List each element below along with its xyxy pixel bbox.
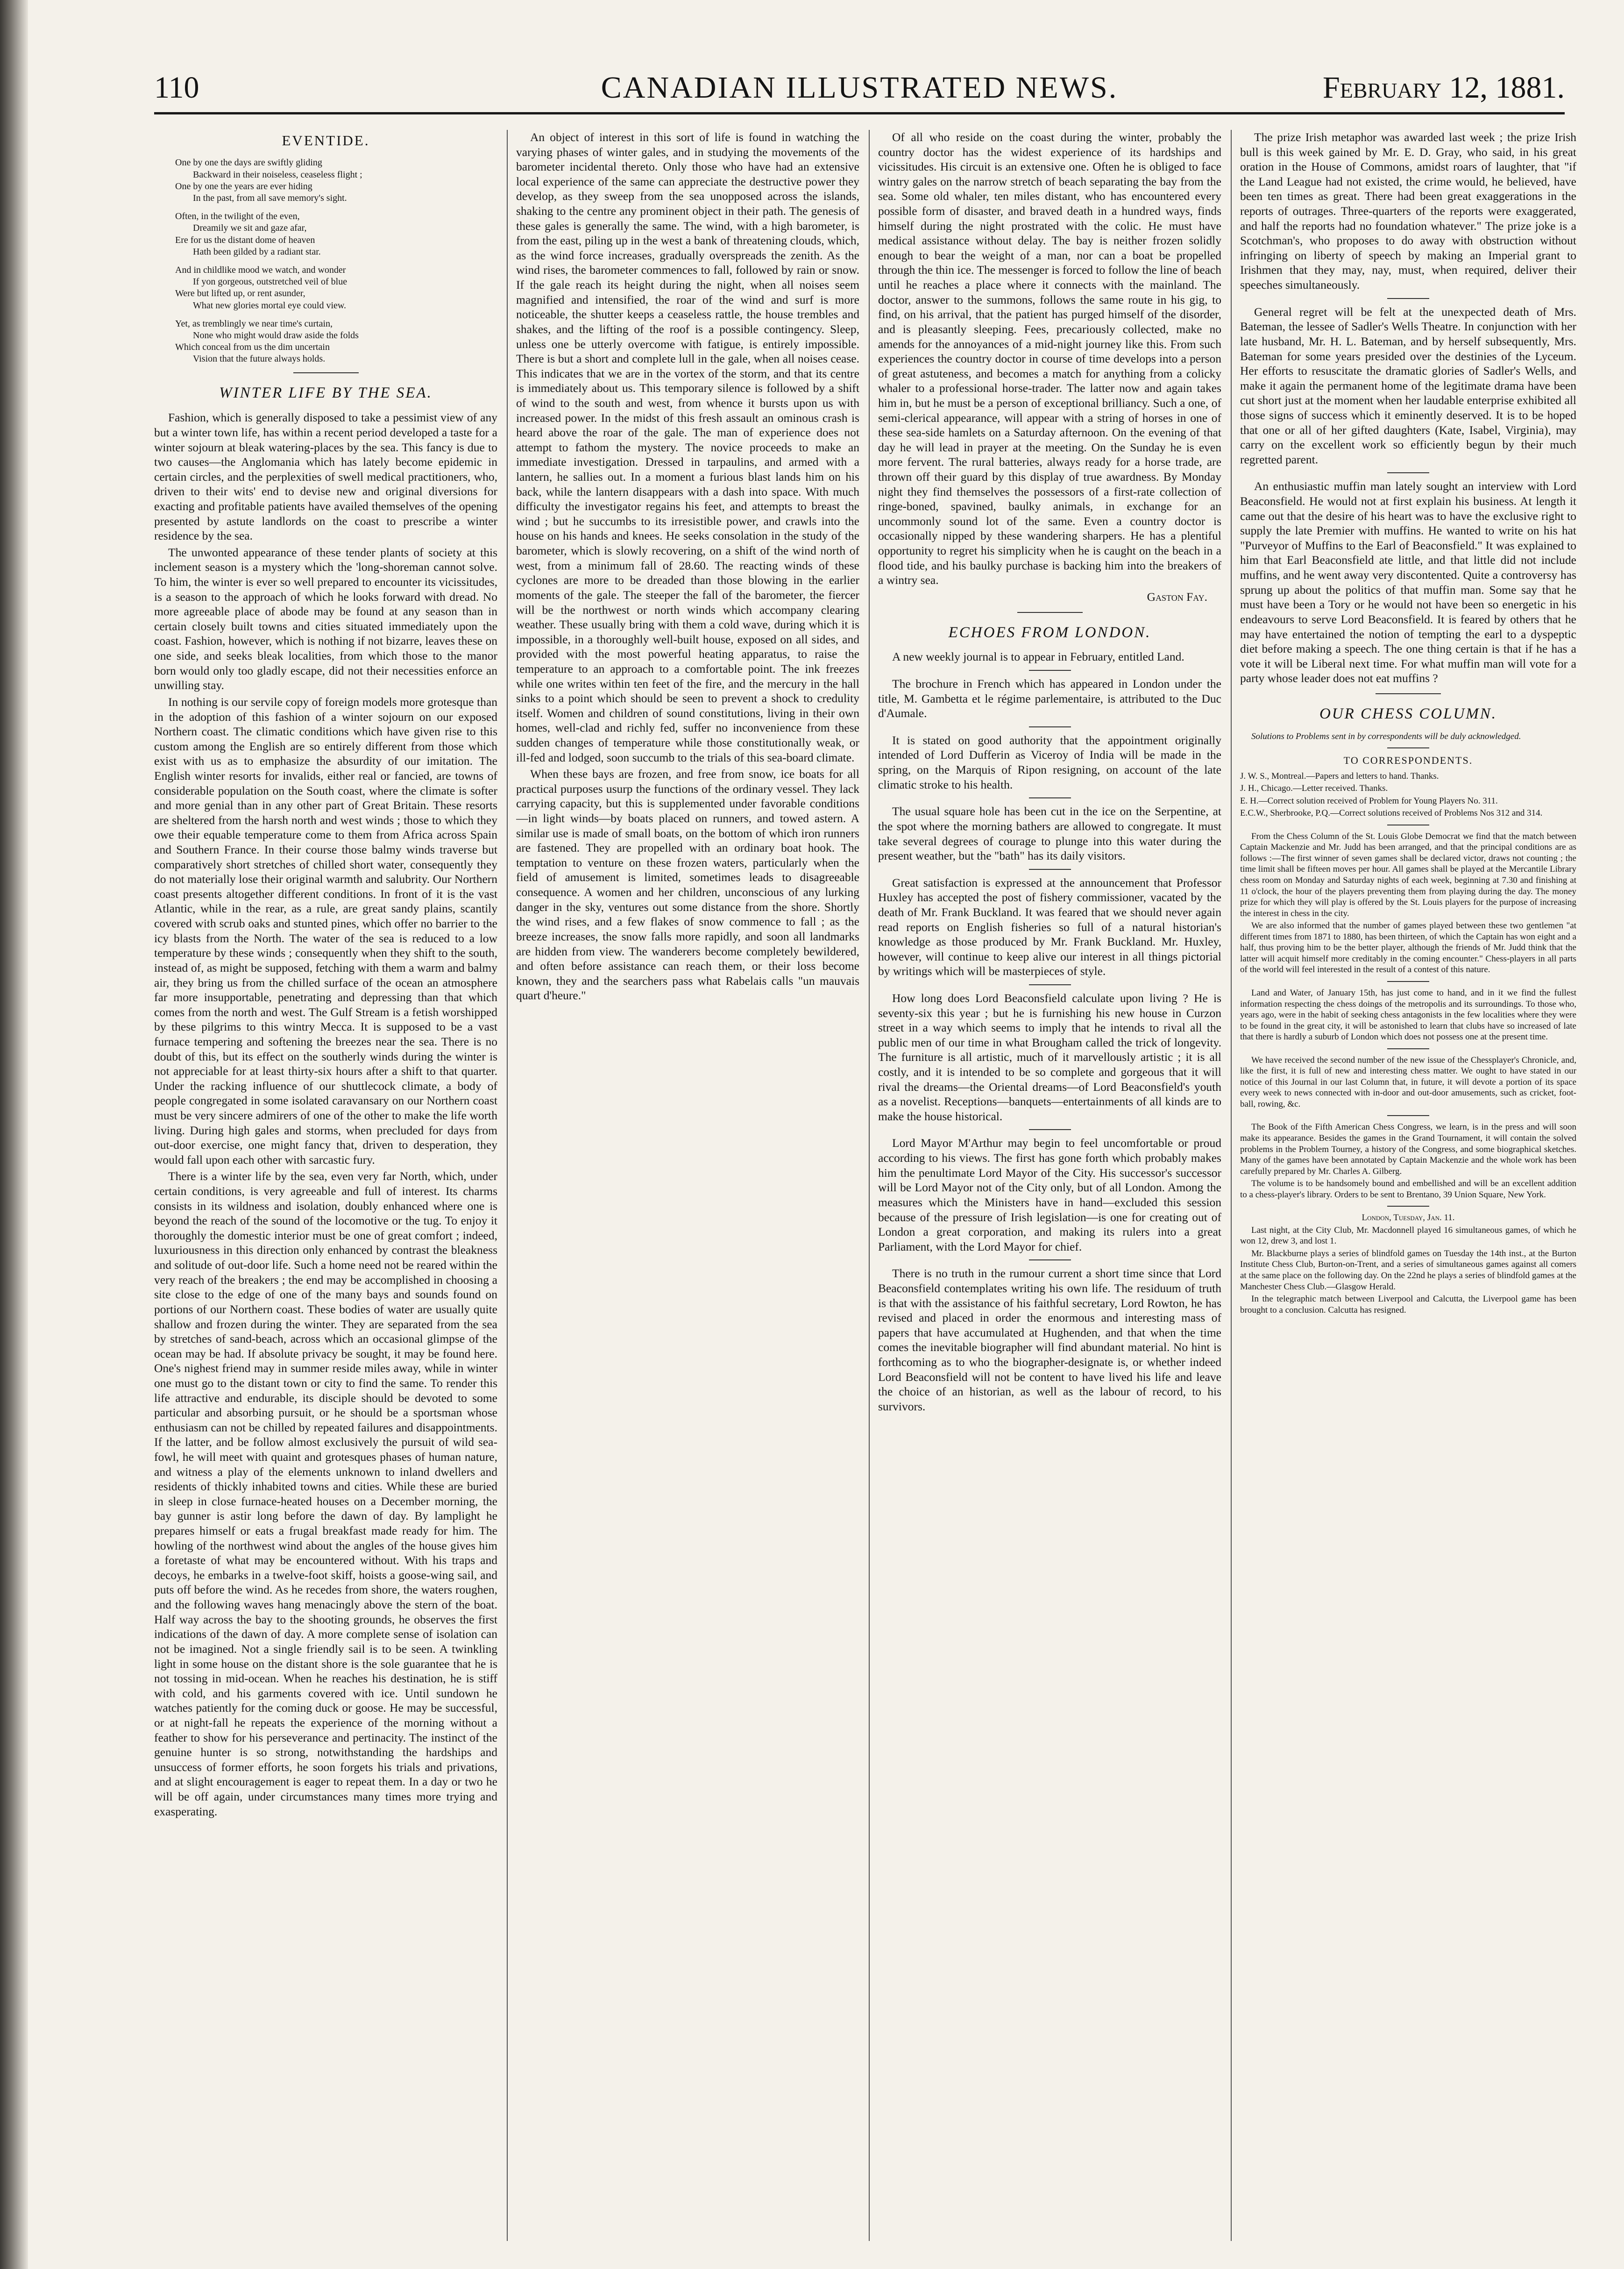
news-item: How long does Lord Beaconsfield calculate upon living ? He is seventy-six this year ; but he is furnishing his new house in Curzon street in a way which seems to imply that he intends to rival all the public men of our time in what Brougham called the trick of longevity. The furniture is all artistic, much of it marvellously artistic ; it is all costly, and it is intended to be so complete and gorgeous that it will rival the dreams—the Oriental dreams—of Lord Beaconsfield's youth as a novelist. Receptions—banquets—entertainments of all kinds are to make the house historical. [878, 991, 1221, 1123]
chess-paragraph: We have received the second number of the new issue of the Chessplayer's Chronicle, and, like the first, it is full of new and interesting chess matter. We ought to have stated in our notice of this Journal in our last Column that, in future, it will devote a portion of its space every week to news connected with in-door and out-door amusements, such as cricket, foot-ball, rowing, &c. [1240, 1055, 1576, 1109]
correspondent-entry: E.C.W., Sherbrooke, P.Q.—Correct solutions received of Problems Nos 312 and 314. [1240, 808, 1543, 818]
newspaper-title: CANADIAN ILLUSTRATED NEWS. [601, 71, 1118, 105]
chess-column [1240, 731, 1576, 1316]
poem-line: Were but lifted up, or rent asunder, [175, 288, 305, 299]
poem-line: Backward in their noiseless, ceaseless flight ; [193, 169, 362, 180]
article-paragraph: In nothing is our servile copy of foreign models more grotesque than in the adoption of this fashion of a winter sojourn on our exposed Northern coast. The climatic conditions which have given rise to this custom among the English are so entirely different from those which exist with us as to emphasize the absurdity of our imitation. The English winter resorts for invalids, either real or fancied, are towns of considerable population on the South coast, where the climate is softer and more genial than in any other part of Great Britain. These resorts are sheltered from the harsh north and west winds ; those to which they owe their equable temperature come to them from Africa across Spain and Southern France. In their course those balmy winds traverse but comparatively short stretches of chilled short water, consequently they do not materially lose their original warmth and salubrity. Our Northern coast presents altogether different conditions. In front of it is the vast Atlantic, while in the rear, as a rule, are great sandy plains, scantily covered with scrub oaks and stunted pines, which offer no barrier to the icy blasts from the North. The water of the sea is reduced to a low temperature by these winds ; consequently when they shift to the south, instead of, as might be supposed, fetching with them a warm and balmy air, they bring us from the chilled surface of the ocean an atmosphere far more insupportable, penetrating and depressing than that which comes from the north and west. The Gulf Stream is a fetish worshipped by these pilgrims to this wintry Mecca. It is supposed to be a vast furnace tempering and softening the breezes near the sea. There is no doubt of this, but its effect on the southerly winds during the winter is not appreciable for at least thirty-six hours after a shift to that quarter. Under the racking influence of our shuttlecock climate, a body of people congregated in some isolated caravansary on our Northern coast must be very sincere admirers of one of the other to make the life worth living. During high gales and storms, when precluded for days from out-door exercise, one might fancy that, driven to desperation, they would fall upon each other with sarcastic fury. [154, 695, 497, 1167]
column-2 [516, 130, 859, 2241]
column-3 [878, 130, 1221, 2241]
poem-line: Which conceal from us the dim uncertain [175, 342, 330, 353]
chess-notice: Solutions to Problems sent in by correspondents will be duly acknowledged. [1251, 731, 1521, 741]
item-divider [1387, 472, 1429, 473]
poem-line: One by one the years are ever hiding [175, 181, 312, 192]
chess-paragraph: From the Chess Column of the St. Louis Globe Democrat we find that the match between Captain Mackenzie and Mr. Judd has been arranged, and that the principal conditions are as follows :—The first winner of seven games shall be declared victor, draws not counting ; the time limit shall be fifteen moves per hour. All games shall be played at the Mercantile Library chess room on Monday and Saturday nights of each week, beginning at 7.30 and finishing at 11 o'clock, the hour of the players preventing them from playing during the day. The money prize for which they will play is offered by the St. Louis players for the purpose of increasing the interest in chess in the city. [1240, 831, 1576, 918]
poem-line: Ere for us the distant dome of heaven [175, 235, 315, 245]
item-divider [1029, 869, 1071, 870]
item-divider [1029, 1259, 1071, 1260]
poem-line: One by one the days are swiftly gliding [175, 157, 322, 168]
correspondent-entry: J. W. S., Montreal.—Papers and letters to hand. Thanks. [1240, 771, 1439, 781]
item-divider [1029, 797, 1071, 798]
news-item: It is stated on good authority that the appointment originally intended of Lord Dufferin as Viceroy of India will be made in the spring, on the Marquis of Ripon resigning, on account of the late climatic stroke to his health. [878, 733, 1221, 791]
item-divider [1387, 981, 1429, 982]
poem-line: If yon gorgeous, outstretched veil of blue [193, 277, 347, 287]
poem-line: None who might would draw aside the folds [193, 330, 359, 341]
column-divider [507, 130, 508, 2241]
section-divider [293, 372, 359, 373]
news-item: A new weekly journal is to appear in February, entitled Land. [892, 650, 1184, 664]
item-divider [1029, 1129, 1071, 1130]
item-divider [1387, 1115, 1429, 1116]
article-paragraph: Of all who reside on the coast during the winter, probably the country doctor has the widest experience of its hardships and vicissitudes. His circuit is an extensive one. Often he is obliged to face wintry gales on the narrow stretch of beach separating the bay from the sea. Some old whaler, ten miles distant, who has encountered every possible form of disaster, and braved death in a hundred ways, finds himself during the night prostrated with the colic. He must have medical assistance without delay. The bay is neither frozen solidly enough to bear the weight of a man, nor can a boat be propelled through the thin ice. The messenger is forced to follow the line of beach until he reaches a place where it connects with the mainland. The doctor, answer to the summons, follows the same route in his gig, to find, on his arrival, that the patient has purged himself of the disorder, and is pleasantly sleeping. Fees, precariously collected, make no amends for the annoyances of a mid-night journey like this. From such experiences the country doctor in course of time develops into a person of great astuteness, and becomes a match for anything from a colicky whaler to a professional horse-trader. The latter now and again takes him in, but he must be a person of exceptional brilliancy. Such a one, of semi-clerical appearance, will appear with a string of horses in one of these sea-side hamlets on a Saturday afternoon. On the evening of that day he will lead in prayer at the meeting. On the Sunday he is even more fervent. The rural batteries, always ready for a horse trade, are thrown off their guard by this display of true awardness. By Monday night they find themselves the possessors of a first-rate collection of ringe-boned, spavined, baulky animals, in exchange for an uncommonly sound lot of the same. Even a country doctor is occasionally nipped by these wandering sharpers. He has a plentiful opportunity to regret his simplicity when he is caught on the beach in a flood tide, and his baulky purchase is backing him into the breakers of a wintry sea. [878, 130, 1221, 587]
masthead [154, 65, 1565, 107]
poem-line: Hath been gilded by a radiant star. [193, 246, 321, 257]
column-4 [1240, 130, 1576, 2241]
item-divider [1029, 670, 1071, 671]
poem-line: And in childlike mood we watch, and wonder [175, 264, 346, 275]
column-1 [154, 130, 497, 2241]
article-paragraph: An object of interest in this sort of life is found in watching the varying phases of winter gales, and in studying the movements of the barometer incidental thereto. Only those who have had an extensive local experience of the same can appreciate the destructive power they develop, as they sweep from the sea unopposed across the islands, shaking to the centre any prominent object in their path. The genesis of these gales is generally the same. The wind, with a high barometer, is from the east, piling up in the west a bank of threatening clouds, which, as the wind force increases, gradually overspreads the zenith. As the wind rises, the barometer commences to fall, followed by rain or snow. If the gale reach its height during the night, when all noises seem magnified and intensified, the roar of the wind and surf is more noticeable, the shutter keeps a ceaseless rattle, the house trembles and shakes, and the lifting of the roof is a possible contingency. Sleep, unless one be utterly overcome with fatigue, is entirely impossible. There is but a short and complete lull in the gale, when all noises cease. This indicates that we are in the vortex of the storm, and that its centre is immediately about us. This temporary silence is followed by a shift of wind to the south and west, from whence it bursts upon us with increased power. In the midst of this fresh assault an ominous crash is heard above the roar of the gale. The man of experience does not attempt to fathom the mystery. The novice proceeds to make an immediate investigation. Dressed in tarpaulins, and armed with a lantern, he sallies out. In a moment a furious blast lands him on his back, while the lantern disappears with a dash into space. With much difficulty the investigator regains his feet, and attempts to breast the wind ; but he succumbs to its irresistible power, and crawls into the house on his hands and knees. He seeks consolation in the study of the barometer, which is slowly recovering, on a shift of the wind north of west, from a minimum fall of 28.60. The reacting winds of these cyclones are more to be dreaded than those blowing in the earlier moments of the gale. The steeper the fall of the barometer, the fiercer will be the northwest or north winds which accompany clearing weather. These usually bring with them a cold wave, during which it is impossible, in a thoroughly well-built house, exposed on all sides, and provided with the most powerful heating apparatus, to raise the temperature to an approach to a comfortable point. The ink freezes while one writes within ten feet of the fire, and the mercury in the hall sinks to a point which should be seen to prevent a shock to credulity itself. Women and children of sound constitutions, living in their own homes, well-clad and richly fed, suffer no inconvenience from these sudden changes of temperature while those constitutionally weak, or ill-fed and lodged, soon succumb to the trials of this sea-board climate. [516, 130, 859, 764]
item-divider [1387, 298, 1429, 299]
news-item: Lord Mayor M'Arthur may begin to feel uncomfortable or proud according to his views. The first has gone forth which probably makes him the penultimate Lord Mayor of the City. His successor's successor will be Lord Mayor not of the City only, but of all London. Among the measures which the Ministers have in hand—excluded this session because of the pressure of Irish legislation—is one for creating out of London a great corporation, and making its rulers into a great Parliament, with the Lord Mayor for chief. [878, 1136, 1221, 1253]
section-title: OUR CHESS COLUMN. [1319, 705, 1497, 722]
page-binding-edge [0, 0, 28, 2269]
news-item: The usual square hole has been cut in the ice on the Serpentine, at the spot where the morning bathers are allowed to congregate. It must take several degrees of courage to plunge into this water during the present weather, but the "bath" has its daily visitors. [878, 804, 1221, 863]
section-divider [1376, 693, 1441, 694]
poem-title: EVENTIDE. [282, 132, 370, 149]
article-signature: Gaston Fay. [1147, 590, 1207, 604]
article-title: WINTER LIFE BY THE SEA. [219, 384, 433, 402]
section-divider [1017, 612, 1083, 613]
poem-line: Vision that the future always holds. [193, 354, 326, 364]
chess-paragraph: The volume is to be handsomely bound and embellished and will be an excellent addition to a chess-player's library. Orders to be sent to Brentano, 39 Union Square, New York. [1240, 1179, 1576, 1200]
item-divider [1029, 984, 1071, 985]
chess-dateline: London, Tuesday, Jan. 11. [1362, 1213, 1455, 1223]
page-number: 110 [154, 71, 199, 105]
news-item: There is no truth in the rumour current a short time since that Lord Beaconsfield contemplates writing his own life. The residuum of truth is that with the assistance of his faithful secretary, Lord Rowton, he has revised and placed in order the enormous and interesting mass of papers that have accumulated at Hughenden, and that when the time comes the inevitable biographer will find abundant material. No hint is forthcoming as to who the biographer-designate is, or whether indeed Lord Beaconsfield will not be content to have lived his life and leave the choice of an historian, as well as the labour of record, to his survivors. [878, 1266, 1221, 1413]
news-item: Great satisfaction is expressed at the announcement that Professor Huxley has accepted the post of fishery commissioner, vacated by the death of Mr. Frank Buckland. It was feared that we should never again read reports on English fisheries so full of a natural historian's knowledge as those produced by Mr. Frank Buckland. Mr. Huxley, however, will continue to keep alive our interest in all things pictorial by writings which will be masterpieces of style. [878, 875, 1221, 978]
correspondent-entry: E. H.—Correct solution received of Problem for Young Players No. 311. [1240, 796, 1498, 806]
article-paragraph: Fashion, which is generally disposed to take a pessimist view of any but a winter town life, has within a recent period developed a taste for a winter sojourn at bleak watering-places by the sea. This fancy is due to two causes—the Anglomania which has lately become epidemic in certain circles, and the perplexities of swell medical practitioners, who, driven to their wits' end to devise new and original diversions for exacting and profitable patients have availed themselves of the opening presented by astute landlords on the coast to prescribe a winter residence by the sea. [154, 411, 497, 543]
issue-date: February 12, 1881. [1323, 71, 1565, 105]
news-item: An enthusiastic muffin man lately sought an interview with Lord Beaconsfield. He would not at first explain his business. At length it came out that the desire of his heart was to have the exclusive right to supply the late Premier with muffins. He wanted to write on his hat "Purveyor of Muffins to the Earl of Beaconsfield." It was explained to him that Earl Beaconsfield ate little, and that little did not include muffins, and he went away very discontented. Quite a controversy has sprung up about the politics of that muffin man. Some say that he must have been a Tory or he would not have been so energetic in his endeavours to serve Lord Beaconsfield. It is feared by others that he may have entertained the notion of tempting the earl to a dyspeptic diet before making a speech. The one thing certain is that if he has a vote it will be Liberal next time. For what muffin man will vote for a party whose leader does not eat muffins ? [1240, 479, 1576, 685]
column-divider [869, 130, 870, 2241]
poem-line: In the past, from all save memory's sight. [193, 193, 347, 203]
poem-line: Often, in the twilight of the even, [175, 211, 300, 222]
news-item: The prize Irish metaphor was awarded last week ; the prize Irish bull is this week gained by Mr. E. D. Gray, who said, in his great oration in the House of Commons, amidst roars of laughter, that "if the Land League had not existed, the crime would, he believed, have been ten times as great. There had been great exaggerations in the reports of outrages. Three-quarters of the reports were exaggerated, and half the reports had no foundation whatever." The prize joke is a Scotchman's, who proposes to do away with obstruction without infringing on liberty of speech by making an Imperial grant to Irishmen that they may, nay, must, when required, deliver their speeches simultaneously. [1240, 130, 1576, 292]
news-item: General regret will be felt at the unexpected death of Mrs. Bateman, the lessee of Sadler's Wells Theatre. In conjunction with her late husband, Mr. H. L. Bateman, and by herself subsequently, Mrs. Bateman for some years presided over the destinies of the Lyceum. Her efforts to resuscitate the dramatic glories of Sadler's Wells, and make it again the permanent home of the legitimate drama have been cut short just at the moment when her laudable enterprise exhibited all those signs of success which it eminently deserved. It is to be hoped that one or all of her gifted daughters (Kate, Isabel, Virginia), may carry on the excellent work so efficiently begun by their much regretted parent. [1240, 305, 1576, 466]
poem-body [175, 157, 497, 365]
poem-line: Yet, as tremblingly we near time's curtain, [175, 318, 333, 329]
chess-paragraph: In the telegraphic match between Liverpool and Calcutta, the Liverpool game has been brought to a conclusion. Calcutta has resigned. [1240, 1294, 1576, 1315]
article-paragraph: The unwonted appearance of these tender plants of society at this inclement season is a mystery which the 'long-shoreman cannot solve. To him, the winter is ever so well prepared to encounter its vicissitudes, is a season to the approach of which he looks forward with dread. No more agreeable place of abode may be found at any season than in certain closely built towns and cities situated immediately upon the coast. Fashion, however, which is nothing if not bizarre, leaves these on one side, and seeks bleak localities, from which those to the manor born would only too gladly escape, did not their necessities enforce an unwilling stay. [154, 545, 497, 692]
news-item: The brochure in French which has appeared in London under the title, M. Gambetta et le régime parlementaire, is attributed to the Duc d'Aumale. [878, 677, 1221, 720]
item-divider [1029, 726, 1071, 727]
article-paragraph: When these bays are frozen, and free from snow, ice boats for all practical purposes usurp the functions of the ordinary vessel. They lack carrying capacity, but this is supplemented under favorable conditions—in light winds—by boats placed on runners, and towed astern. A similar use is made of small boats, on the bottom of which iron runners are fastened. They are propelled with an ordinary boat hook. The temptation to venture on these frozen waters, particularly when the field of amusement is limited, sometimes leads to disagreeable consequence. A women and her children, unconscious of any lurking danger in the sky, ventures out some distance from the shore. Shortly the wind rises, and a few flakes of snow commence to fall ; as the breeze increases, the snow falls more rapidly, and soon all landmarks are hidden from view. The wanderers become completely bewildered, and often before assistance can reach them, or their loss become known, they and the searchers pass what Rabelais calls "un mauvais quart d'heure." [516, 767, 859, 1003]
chess-paragraph: Last night, at the City Club, Mr. Macdonnell played 16 simultaneous games, of which he won 12, drew 3, and lost 1. [1240, 1225, 1576, 1246]
item-divider [1387, 747, 1429, 748]
column-divider [1231, 130, 1232, 2241]
correspondents-title: TO CORRESPONDENTS. [1343, 754, 1473, 767]
item-divider [1387, 1206, 1429, 1207]
masthead-rule [154, 112, 1565, 114]
article-paragraph: There is a winter life by the sea, even very far North, which, under certain conditions, is very agreeable and full of interest. Its charms consists in its wildness and isolation, doubly enhanced where one is beyond the reach of the sound of the locomotive or the tug. To enjoy it thoroughly the domestic interior must be one of great comfort ; indeed, luxuriousness in this direction only enhanced by contrast the bleakness and solitude of out-door life. Such a home need not be reared within the very reach of the breakers ; the end may be accomplished in choosing a site close to the edge of one of the many bays and sounds found on portions of our Northern coast. These bodies of water are usually quite shallow and frozen during the winter. They are separated from the sea by stretches of sand-beach, across which an occasional glimpse of the ocean may be had. If absolute privacy be sought, it may be found here. One's nighest friend may in summer reside miles away, while in winter one must go to the distant town or city to find the same. To render this life attractive and endurable, its disciple should be devoted to some particular and absorbing pursuit, or he should be a sportsman whose enthusiasm can not be chilled by repeated failures and disappointments. If the latter, and be follow almost exclusively the pursuit of wild sea-fowl, he will meet with quaint and grotesques phases of human nature, and witness a play of the elements unknown to inland dwellers and residents of thickly inhabited towns and cities. While these are buried in sleep in close furnace-heated houses on a December morning, the bay gunner is astir long before the dawn of day. By lamplight he prepares himself or eats a frugal breakfast made ready for him. The howling of the northwest wind about the angles of the house gives him a foretaste of what may be encountered without. With his traps and decoys, he embarks in a twelve-foot skiff, hoists a goose-wing sail, and puts off before the wind. As he recedes from shore, the waters roughen, and the following waves hang menacingly above the stern of the boat. Half way across the bay to the shooting grounds, he observes the first indications of the dawn of day. A more complete sense of isolation can not be imagined. Not a single friendly sail is to be seen. A twinkling light in some house on the distant shore is the sole guarantee that he is not tossing in mid-ocean. When he reaches his destination, he is stiff with cold, and his garments covered with ice. Until sundown he watches patiently for the coming duck or goose. He may be successful, or at night-fall he repeats the experience of the morning without a feather to show for his perseverance and pertinacity. The instinct of the genuine hunter is so strong, notwithstanding the hardships and unsuccess of former efforts, he soon forgets his trials and privations, and at slight encouragement is eager to repeat them. In a day or two he will be off again, under circumstances many times more trying and exasperating. [154, 1169, 497, 1818]
correspondent-entry: J. H., Chicago.—Letter received. Thanks. [1240, 783, 1388, 794]
section-title: ECHOES FROM LONDON. [948, 624, 1151, 641]
chess-paragraph: Land and Water, of January 15th, has just come to hand, and in it we find the fullest information respecting the chess doings of the metropolis and its surroundings. To those who, years ago, were in the habit of seeking chess antagonists in the few localities where they were to be found in the great city, it will be astonished to learn that clubs have so increased of late that there is hardly a suburb of London which does not possess one at the present time. [1240, 988, 1576, 1042]
chess-paragraph: Mr. Blackburne plays a series of blindfold games on Tuesday the 14th inst., at the Burton Institute Chess Club, Burton-on-Trent, and a series of simultaneous games against all comers at the same place on the following day. On the 22nd he plays a series of blindfold games at the Manchester Chess Club.—Glasgow Herald. [1240, 1248, 1576, 1292]
item-divider [1387, 1048, 1429, 1049]
poem-line: Dreamily we sit and gaze afar, [193, 223, 307, 234]
poem-line: What new glories mortal eye could view. [193, 300, 347, 311]
chess-paragraph: The Book of the Fifth American Chess Congress, we learn, is in the press and will soon make its appearance. Besides the games in the Grand Tournament, it will contain the solved problems in the Problem Tourney, a history of the Congress, and some biographical sketches. Many of the games have been annotated by Captain Mackenzie and the whole work has been carefully prepared by Mr. Charles A. Gilberg. [1240, 1122, 1576, 1176]
chess-paragraph: We are also informed that the number of games played between these two gentlemen "at different times from 1871 to 1880, has been thirteen, of which the Captain has won eight and a half, thus proving him to be the better player, although the friends of Mr. Judd think that the latter will acquit himself more creditably in the coming encounter." Chess-players in all parts of the world will feel interested in the result of a contest of this nature. [1240, 921, 1576, 975]
